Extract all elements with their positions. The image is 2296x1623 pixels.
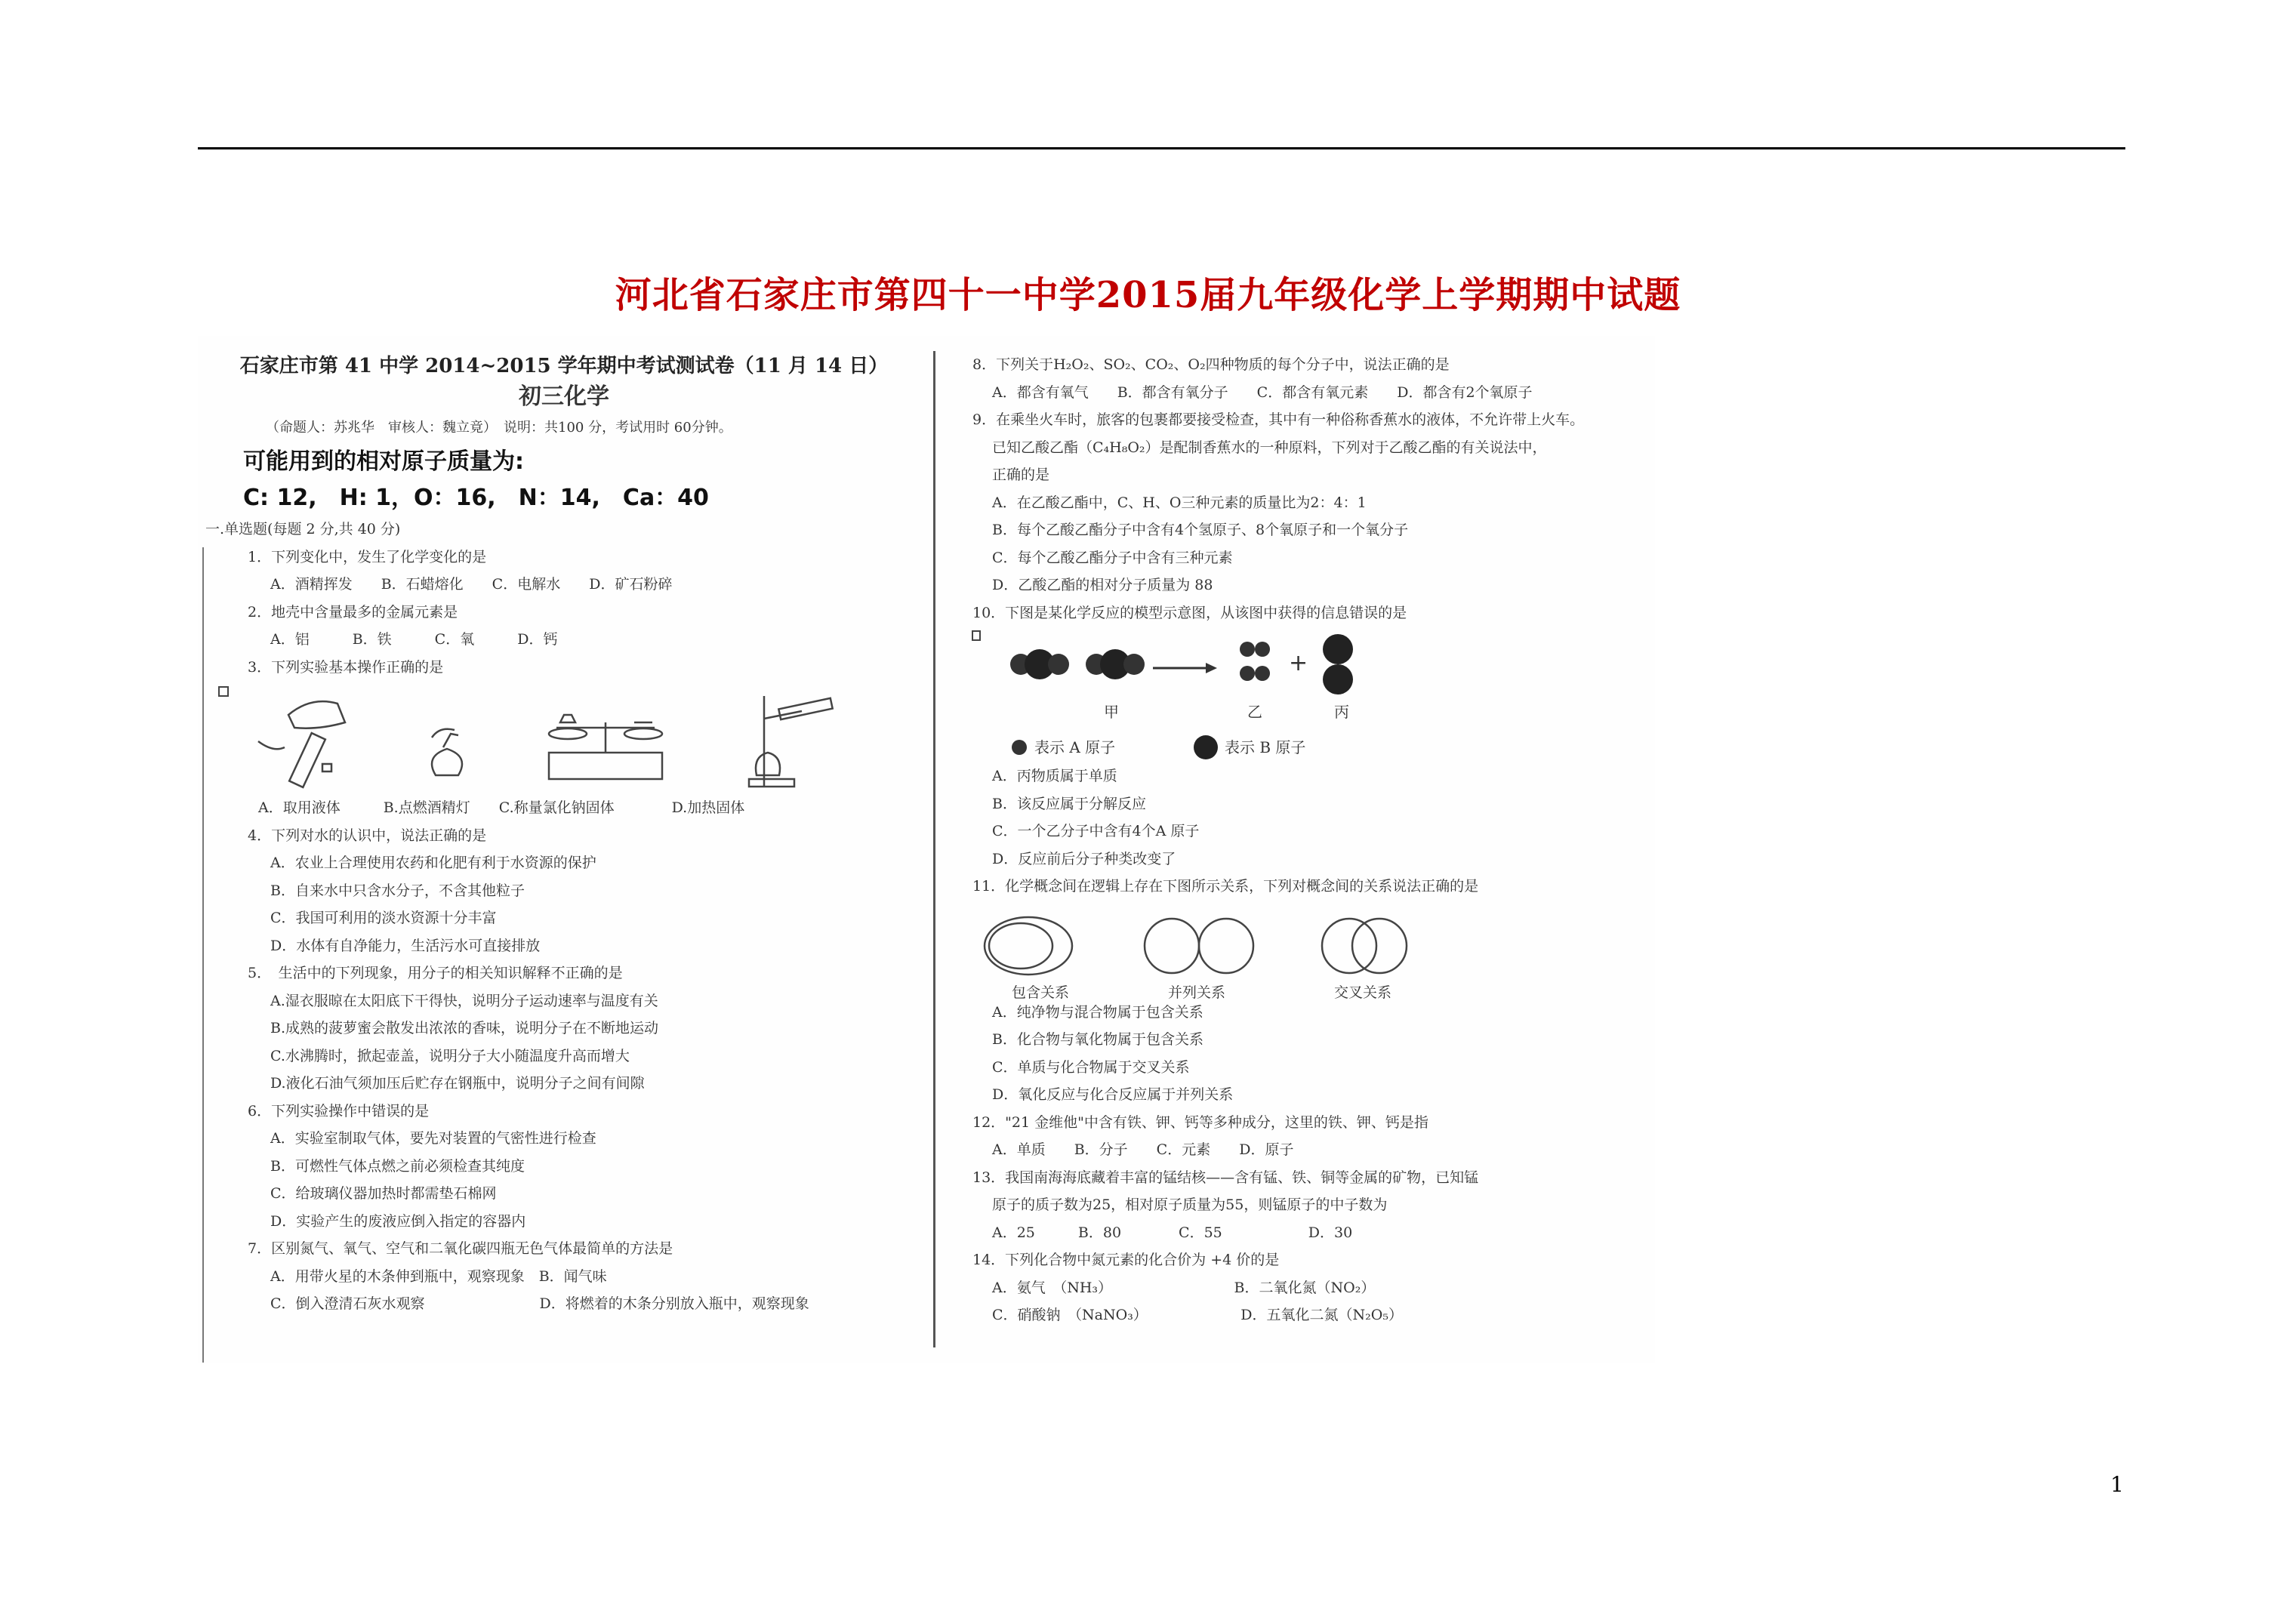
question-14-options-cd: C．硝酸钠 （NaNO₃） D．五氧化二氮（N₂O₅） bbox=[992, 1307, 1403, 1323]
label-jia: 甲 bbox=[1104, 703, 1119, 721]
alcohol-lamp-icon bbox=[432, 729, 462, 775]
reaction-arrow-icon bbox=[1153, 663, 1217, 673]
question-4: 4．下列对水的认识中，说法正确的是 bbox=[248, 827, 487, 844]
question-10-reaction-diagram bbox=[945, 627, 1655, 762]
question-5: 5． 生活中的下列现象，用分子的相关知识解释不正确的是 bbox=[248, 965, 623, 981]
header-rule bbox=[198, 147, 2125, 149]
question-2: 2．地壳中含量最多的金属元素是 bbox=[248, 603, 458, 621]
question-9-line-2: 已知乙酸乙酯（C₄H₈O₂）是配制香蕉水的一种原料，下列对于乙酸乙酯的有关说法中， bbox=[992, 439, 1547, 456]
question-11-venn-diagrams bbox=[945, 901, 1655, 999]
question-5-option-c: C.水沸腾时，掀起壶盖，说明分子大小随温度升高而增大 bbox=[270, 1047, 630, 1064]
question-13-options: A．25 B．80 C．55 D．30 bbox=[992, 1224, 1353, 1241]
question-7-options-cd: C．倒入澄清石灰水观察 D．将燃着的木条分别放入瓶中，观察现象 bbox=[270, 1295, 809, 1312]
question-9-option-c: C．每个乙酸乙酯分子中含有三种元素 bbox=[992, 549, 1233, 566]
exam-meta: （命题人：苏兆华 审核人：魏立竟） 说明：共100 分，考试用时 60分钟。 bbox=[266, 420, 732, 436]
question-11-option-c: C．单质与化合物属于交叉关系 bbox=[992, 1058, 1190, 1076]
reaction-model-svg bbox=[945, 627, 1655, 762]
question-6: 6．下列实验操作中错误的是 bbox=[248, 1102, 430, 1119]
exam-header: 石家庄市第 41 中学 2014~2015 学年期中考试测试卷（11 月 14 日） bbox=[239, 355, 889, 377]
venn-diagrams-svg bbox=[945, 901, 1655, 999]
label-inclusion: 包含关系 bbox=[1012, 984, 1070, 999]
question-2-options: A．铝 B．铁 C．氧 D．钙 bbox=[270, 631, 558, 648]
section-heading: 一.单选题(每题 2 分,共 40 分) bbox=[205, 521, 401, 537]
question-9-option-a: A．在乙酸乙酯中，C、H、O三种元素的质量比为2：4：1 bbox=[992, 494, 1367, 511]
question-8: 8．下列关于H₂O₂、SO₂、CO₂、O₂四种物质的每个分子中，说法正确的是 bbox=[972, 356, 1450, 373]
question-5-option-a: A.湿衣服晾在太阳底下干得快，说明分子运动速率与温度有关 bbox=[270, 992, 658, 1009]
question-10-option-a: A．丙物质属于单质 bbox=[992, 768, 1117, 784]
exam-subject: 初三化学 bbox=[519, 383, 609, 410]
question-10-option-c: C．一个乙分子中含有4个A 原子 bbox=[992, 823, 1200, 839]
question-14-options-ab: A．氨气 （NH₃） B．二氧化氮（NO₂） bbox=[992, 1279, 1376, 1296]
atom-a-legend-icon bbox=[1012, 740, 1027, 755]
question-9-option-d: D．乙酸乙酯的相对分子质量为 88 bbox=[992, 577, 1213, 593]
question-4-option-d: D．水体有自净能力，生活污水可直接排放 bbox=[270, 937, 541, 954]
question-6-option-d: D．实验产生的废液应倒入指定的容器内 bbox=[270, 1212, 526, 1230]
question-1: 1．下列变化中，发生了化学变化的是 bbox=[248, 548, 487, 565]
question-10: 10．下图是某化学反应的模型示意图，从该图中获得的信息错误的是 bbox=[972, 604, 1407, 621]
inclusion-diagram-icon bbox=[985, 917, 1072, 975]
molecule-jia-1-icon bbox=[1010, 649, 1069, 679]
left-column bbox=[205, 351, 923, 1318]
question-13-line-2: 原子的质子数为25，相对原子质量为55，则锰原子的中子数为 bbox=[992, 1196, 1388, 1213]
question-12-options: A．单质 B．分子 C．元素 D．原子 bbox=[992, 1141, 1294, 1158]
question-7-options-ab: A．用带火星的木条伸到瓶中，观察现象 B．闻气味 bbox=[270, 1267, 607, 1285]
question-13: 13．我国南海海底藏着丰富的锰结核——含有锰、铁、铜等金属的矿物，已知锰 bbox=[972, 1169, 1479, 1186]
question-6-option-b: B．可燃性气体点燃之前必须检查其纯度 bbox=[270, 1157, 525, 1175]
question-4-option-c: C．我国可利用的淡水资源十分丰富 bbox=[270, 910, 497, 926]
document-title: 河北省石家庄市第四十一中学2015届九年级化学上学期期中试题 bbox=[615, 274, 1681, 316]
question-5-option-d: D.液化石油气须加压后贮存在钢瓶中，说明分子之间有间隙 bbox=[270, 1075, 645, 1092]
question-11-option-b: B．化合物与氧化物属于包含关系 bbox=[992, 1031, 1203, 1048]
question-4-option-b: B．自来水中只含水分子，不含其他粒子 bbox=[270, 882, 525, 899]
heating-solid-icon bbox=[749, 696, 833, 787]
scanned-exam-image bbox=[198, 336, 1655, 1363]
molecule-jia-2-icon bbox=[1086, 649, 1145, 679]
lab-apparatus-illustrations bbox=[205, 681, 923, 794]
question-11-option-a: A．纯净物与混合物属于包含关系 bbox=[992, 1003, 1203, 1021]
question-11-option-d: D．氧化反应与化合反应属于并列关系 bbox=[992, 1086, 1234, 1103]
legend-atom-b: 表示 B 原子 bbox=[1225, 738, 1306, 756]
right-column bbox=[945, 351, 1655, 1329]
question-9: 9．在乘坐火车时，旅客的包裹都要接受检查，其中有一种俗称香蕉水的液体，不允许带上火车。 bbox=[972, 411, 1585, 428]
question-6-option-c: C．给玻璃仪器加热时都需垫石棉网 bbox=[270, 1185, 497, 1202]
question-11: 11．化学概念间在逻辑上存在下图所示关系，下列对概念间的关系说法正确的是 bbox=[972, 878, 1479, 895]
label-yi: 乙 bbox=[1247, 703, 1262, 721]
plus-sign: + bbox=[1289, 650, 1308, 676]
balance-scale-icon bbox=[549, 715, 662, 779]
question-8-options: A．都含有氧气 B．都含有氧分子 C．都含有氧元素 D．都含有2个氧原子 bbox=[992, 383, 1533, 401]
legend-atom-a: 表示 A 原子 bbox=[1034, 738, 1116, 756]
label-bing: 丙 bbox=[1334, 703, 1349, 721]
question-3-figures bbox=[205, 681, 923, 794]
question-3-captions: A．取用液体 B.点燃酒精灯 C.称量氯化钠固体 D.加热固体 bbox=[258, 799, 745, 816]
question-14: 14．下列化合物中氮元素的化合价为 +4 价的是 bbox=[972, 1252, 1280, 1268]
question-7: 7．区别氮气、氧气、空气和二氧化碳四瓶无色气体最简单的方法是 bbox=[248, 1240, 673, 1257]
scan-edge bbox=[202, 547, 204, 1363]
atomic-mass-title: 可能用到的相对原子质量为: bbox=[243, 448, 524, 475]
pouring-liquid-icon bbox=[258, 701, 345, 787]
intersection-diagram-icon bbox=[1322, 919, 1407, 973]
question-4-option-a: A．农业上合理使用农药和化肥有利于水资源的保护 bbox=[270, 855, 596, 871]
label-parallel: 并列关系 bbox=[1168, 984, 1226, 999]
question-1-options: A．酒精挥发 B．石蜡熔化 C．电解水 D．矿石粉碎 bbox=[270, 576, 673, 593]
page-number: 1 bbox=[2110, 1472, 2124, 1497]
question-9-option-b: B．每个乙酸乙酯分子中含有4个氢原子、8个氧原子和一个氧分子 bbox=[992, 522, 1409, 538]
atom-b-legend-icon bbox=[1194, 735, 1218, 759]
question-5-option-b: B.成熟的菠萝蜜会散发出浓浓的香味，说明分子在不断地运动 bbox=[270, 1020, 659, 1036]
question-6-option-a: A．实验室制取气体，要先对装置的气密性进行检查 bbox=[270, 1130, 596, 1147]
question-3: 3．下列实验基本操作正确的是 bbox=[248, 658, 444, 676]
molecule-bing-icon bbox=[1323, 634, 1353, 694]
question-12: 12．"21 金维他"中含有铁、钾、钙等多种成分，这里的铁、钾、钙是指 bbox=[972, 1113, 1428, 1131]
molecule-yi-icon bbox=[1240, 642, 1270, 681]
question-10-option-b: B．该反应属于分解反应 bbox=[992, 795, 1146, 812]
column-divider bbox=[933, 351, 935, 1347]
atomic-mass-values: C: 12, H: 1，O：16, N：14, Ca：40 bbox=[243, 485, 709, 511]
label-intersection: 交叉关系 bbox=[1334, 984, 1392, 999]
question-9-line-3: 正确的是 bbox=[992, 467, 1050, 483]
parallel-diagram-icon bbox=[1145, 919, 1253, 973]
question-10-option-d: D．反应前后分子种类改变了 bbox=[992, 850, 1176, 867]
